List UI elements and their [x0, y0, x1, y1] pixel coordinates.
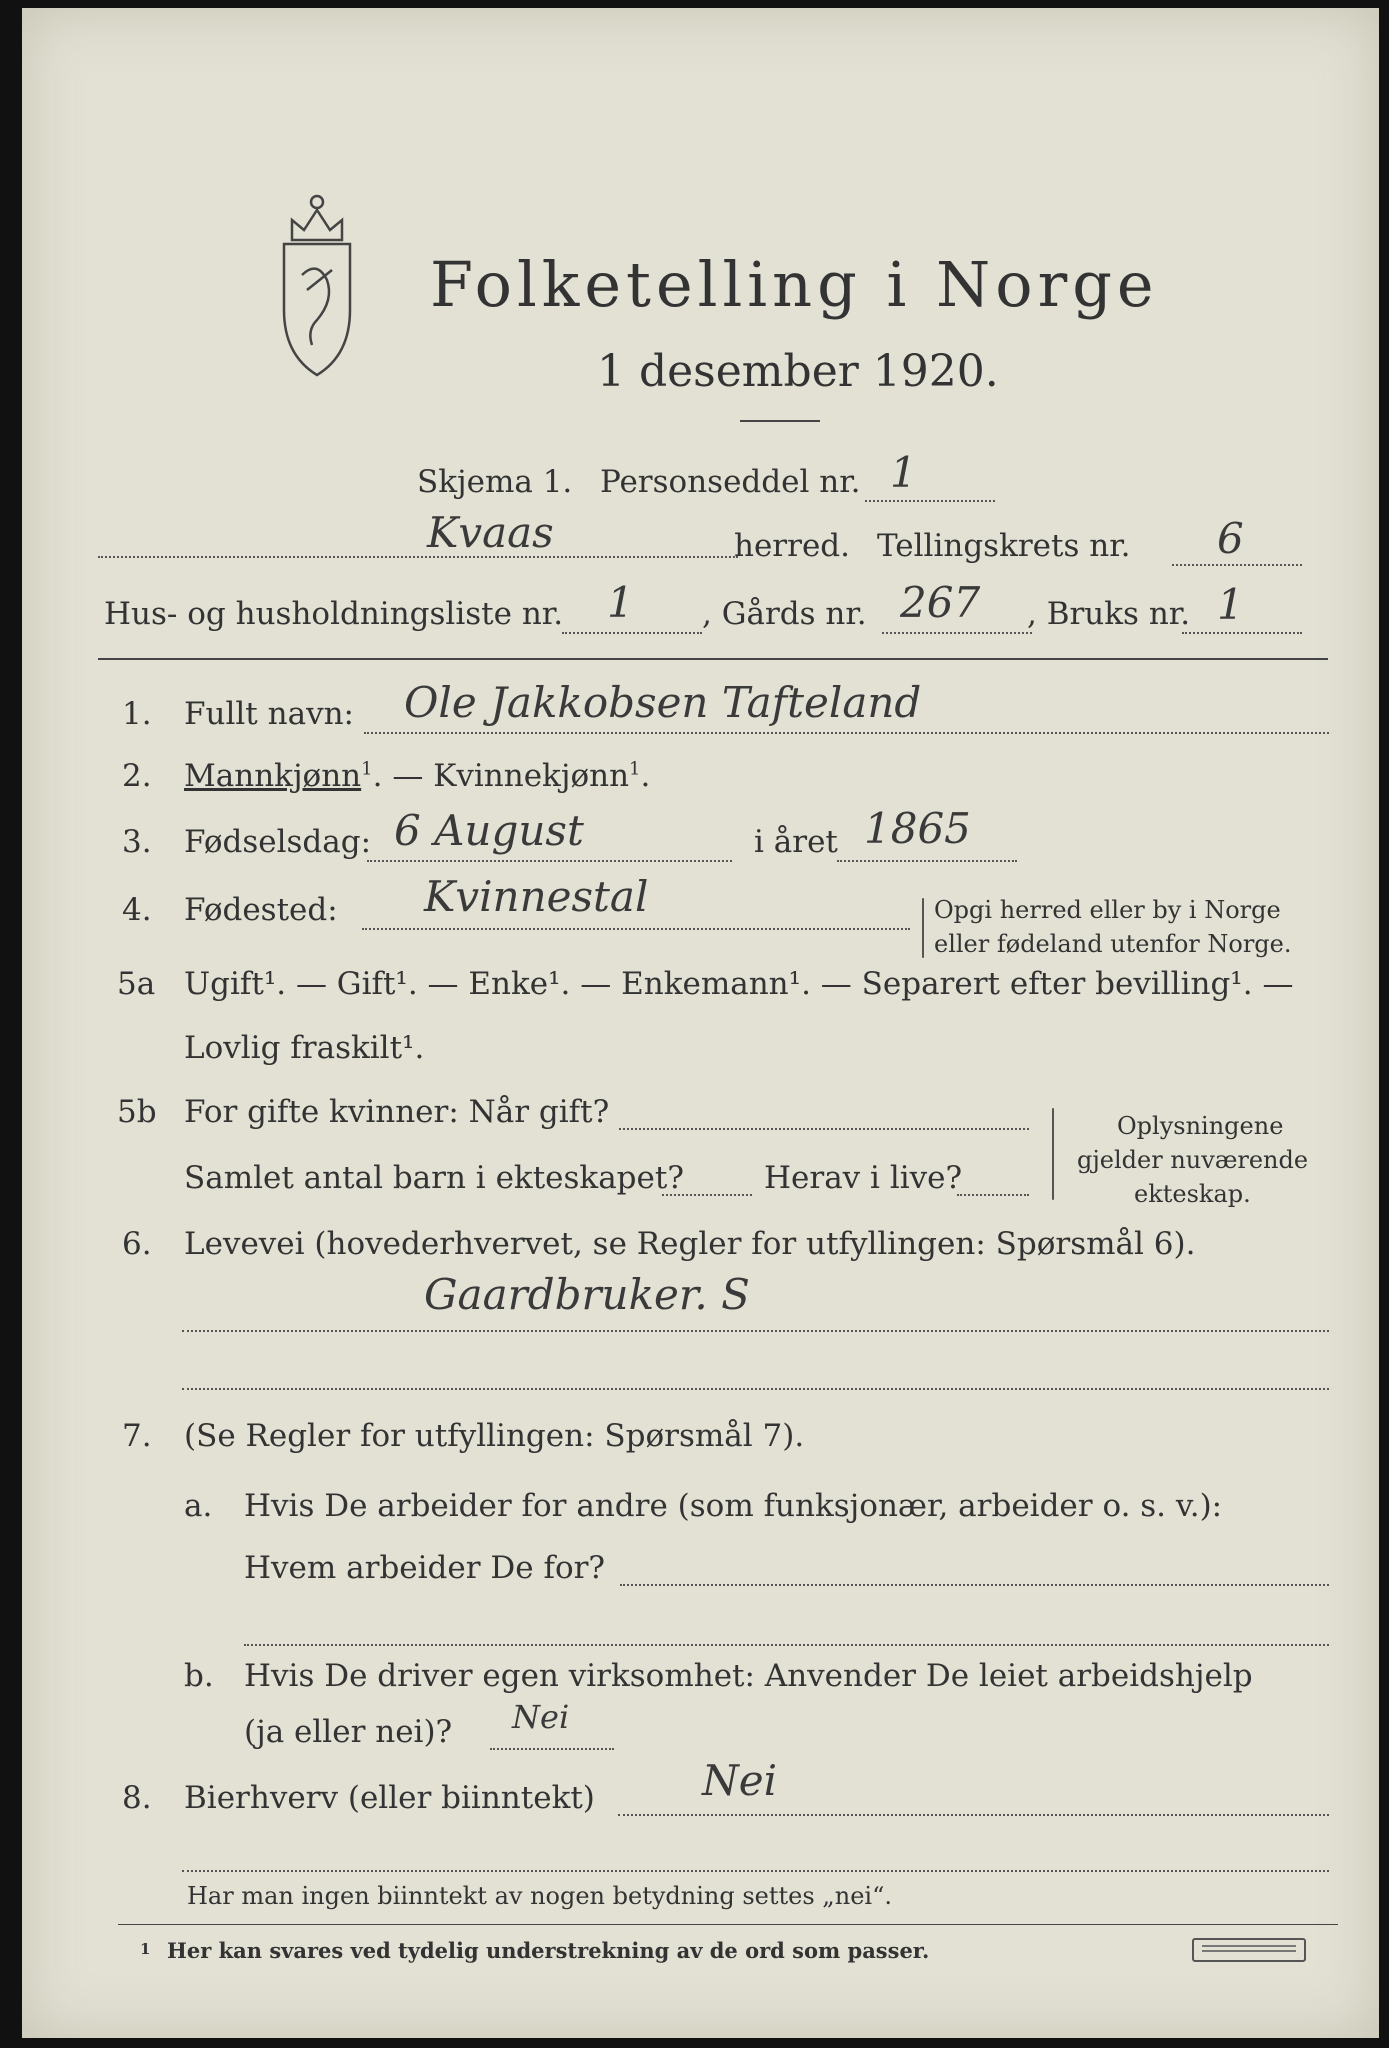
bruks-line	[1182, 632, 1302, 634]
q7b-letter: b.	[184, 1658, 214, 1694]
tellingskrets-value[interactable]: 6	[1217, 514, 1244, 563]
q8-number: 8.	[122, 1780, 152, 1816]
occupation-value[interactable]: Gaardbruker. S	[424, 1270, 750, 1319]
herred-line	[98, 556, 738, 558]
hus-value[interactable]: 1	[607, 578, 634, 627]
q4-note-brace	[922, 898, 924, 958]
footnote-text: Her kan svares ved tydelig understrekning av de ord som passer.	[167, 1938, 930, 1963]
q3-label: Fødselsdag:	[184, 824, 372, 860]
q7-label: (Se Regler for utfyllingen: Spørsmål 7).	[184, 1418, 805, 1454]
footnote-mark: 1	[140, 1940, 151, 1958]
married-when-line	[619, 1128, 1029, 1130]
printer-stamp-icon	[1192, 1938, 1306, 1962]
male-option[interactable]: Mannkjønn	[184, 758, 362, 794]
herred-label: herred.	[734, 528, 850, 564]
q8-label: Bierhverv (eller biinntekt)	[184, 1780, 595, 1816]
q5b-note-brace	[1052, 1108, 1054, 1200]
children-alive-label: Herav i live?	[764, 1160, 963, 1196]
gards-line	[882, 632, 1032, 634]
gards-label: , Gårds nr.	[702, 596, 867, 632]
form-title: Folketelling i Norge	[430, 248, 1159, 321]
bruks-value[interactable]: 1	[1217, 580, 1244, 629]
q7a-employer-label: Hvem arbeider De for?	[244, 1550, 606, 1586]
q7a-letter: a.	[184, 1488, 213, 1524]
side-income-line-1	[618, 1814, 1329, 1816]
q7-number: 7.	[122, 1418, 152, 1454]
children-alive-line	[957, 1194, 1029, 1196]
q5b-note-3: ekteskap.	[1134, 1180, 1251, 1208]
q1-line	[364, 732, 1329, 734]
hus-line	[562, 632, 702, 634]
side-income-line-2	[182, 1870, 1329, 1872]
year-line	[837, 860, 1017, 862]
q5b-note-1: Oplysningene	[1117, 1112, 1284, 1140]
gards-value[interactable]: 267	[900, 578, 981, 627]
q4-note-1: Opgi herred eller by i Norge	[934, 896, 1281, 924]
employer-line-1	[620, 1584, 1329, 1586]
personseddel-value[interactable]: 1	[890, 448, 917, 497]
herred-value[interactable]: Kvaas	[427, 508, 554, 557]
birth-year-value[interactable]: 1865	[864, 804, 971, 853]
footer-rule	[118, 1924, 1338, 1925]
q7b-line	[490, 1748, 614, 1750]
q5b-married-when-label: For gifte kvinner: Når gift?	[184, 1094, 610, 1130]
personseddel-line	[865, 500, 995, 502]
q7b-value[interactable]: Nei	[512, 1698, 570, 1736]
occupation-line-1	[182, 1330, 1329, 1332]
census-form	[22, 8, 1379, 2038]
census-date: 1 desember 1920.	[597, 346, 999, 397]
marital-status-options[interactable]: Ugift¹. — Gift¹. — Enke¹. — Enkemann¹. — Separert efter bevilling¹. —	[184, 966, 1294, 1002]
q1-label: Fullt navn:	[184, 696, 354, 732]
birthplace-line	[362, 928, 910, 930]
full-name-value[interactable]: Ole Jakkobsen Tafteland	[404, 678, 922, 727]
header-rule	[98, 658, 1328, 660]
skjema-label: Skjema 1.	[417, 464, 573, 500]
bruks-label: , Bruks nr.	[1027, 596, 1191, 632]
norway-coat-of-arms-icon	[262, 180, 372, 380]
q1-number: 1.	[122, 696, 152, 732]
side-income-note: Har man ingen biinntekt av nogen betydning settes „nei“.	[187, 1882, 892, 1910]
q7b-question: Hvis De driver egen virksomhet: Anvender De leiet arbeidshjelp	[244, 1658, 1253, 1694]
title-divider	[740, 420, 820, 422]
q6-label: Levevei (hovederhvervet, se Regler for utfyllingen: Spørsmål 6).	[184, 1226, 1196, 1262]
q2-number: 2.	[122, 758, 152, 794]
female-option[interactable]: Kvinnekjønn	[433, 758, 630, 794]
children-total-line	[662, 1194, 752, 1196]
side-income-value[interactable]: Nei	[702, 1756, 778, 1805]
marital-status-divorced[interactable]: Lovlig fraskilt¹.	[184, 1030, 425, 1066]
q5a-number: 5a	[117, 966, 156, 1002]
birthplace-value[interactable]: Kvinnestal	[424, 872, 649, 921]
tellingskrets-label: Tellingskrets nr.	[877, 528, 1131, 564]
birthday-value[interactable]: 6 August	[394, 806, 584, 855]
q4-number: 4.	[122, 892, 152, 928]
q4-note-2: eller fødeland utenfor Norge.	[934, 930, 1292, 958]
personseddel-label: Personseddel nr.	[600, 464, 861, 500]
children-total-label: Samlet antal barn i ekteskapet?	[184, 1160, 684, 1196]
q3-number: 3.	[122, 824, 152, 860]
q5b-note-2: gjelder nuværende	[1077, 1146, 1309, 1174]
year-label: i året	[754, 824, 838, 860]
employer-line-2	[244, 1644, 1329, 1646]
hus-label: Hus- og husholdningsliste nr.	[104, 596, 564, 632]
q5b-number: 5b	[117, 1094, 157, 1130]
occupation-line-2	[182, 1388, 1329, 1390]
q7a-question: Hvis De arbeider for andre (som funksjonær, arbeider o. s. v.):	[244, 1488, 1223, 1524]
tellingskrets-line	[1172, 564, 1302, 566]
q4-label: Fødested:	[184, 892, 338, 928]
q7b-yesno-label: (ja eller nei)?	[244, 1714, 453, 1750]
gender-options: Mannkjønn$^1$. — Kvinnekjønn$^1$.	[184, 758, 651, 794]
birthday-line	[367, 860, 732, 862]
q6-number: 6.	[122, 1226, 152, 1262]
